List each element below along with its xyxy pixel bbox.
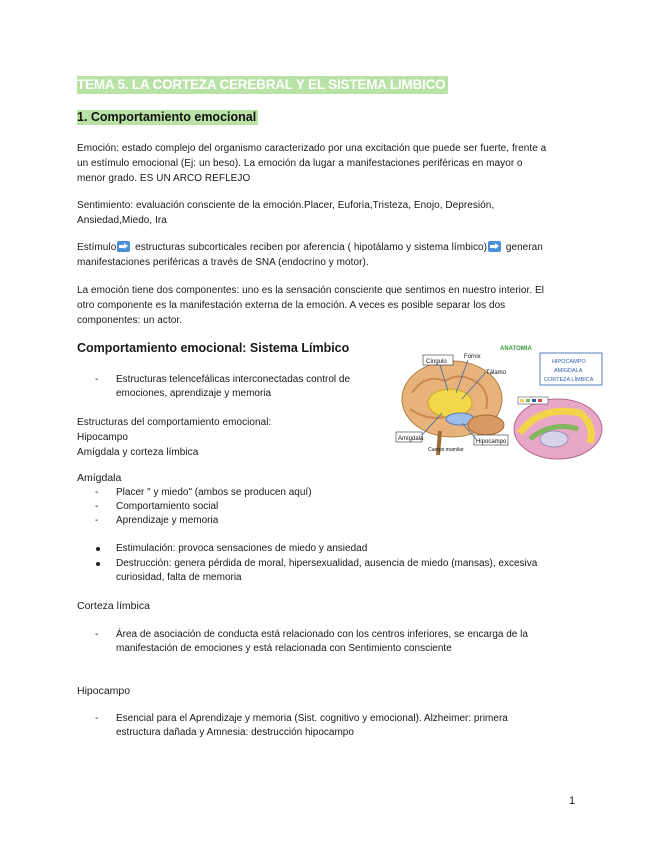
figure-label-cuerpo: Cuerpo mamilar <box>428 447 464 453</box>
figure-label-amigdala: Amígdala <box>398 436 424 442</box>
legend-swatch <box>526 399 530 402</box>
section-heading-sistema-limbico: Comportamiento emocional: Sistema Límbico <box>77 341 350 355</box>
paragraph-estimulo <box>77 240 582 270</box>
bullet-dot <box>96 562 100 566</box>
emocion-line-1: Emoción: estado complejo del organismo caracterizado por una excitación que puede ser fuerte, frente a <box>77 143 547 154</box>
estimulo-text-a: Estímulo <box>77 242 117 253</box>
sentimiento-line-2: Ansiedad,Miedo, Ira <box>77 215 167 226</box>
bullet-dash: - <box>95 629 99 640</box>
bullet1-line-2: emociones, aprendizaje y memoria <box>116 388 272 399</box>
hipocampo-line-2: estructura dañada y Amnesia: destrucción hipocampo <box>116 727 354 738</box>
estructuras-heading: Estructuras del comportamiento emocional: <box>77 417 272 428</box>
list-item-hipocampo <box>116 712 586 740</box>
bullet-dash: - <box>95 374 99 385</box>
list-item-estructuras <box>116 373 376 401</box>
arrow-right-icon <box>488 241 501 252</box>
estructura-hipocampo: Hipocampo <box>77 432 129 443</box>
figure-legend-line-3: CORTEZA LÍMBICA <box>544 377 594 383</box>
heading-hipocampo: Hipocampo <box>77 685 131 697</box>
page-number: 1 <box>569 795 576 807</box>
section-heading-comportamiento: 1. Comportamiento emocional <box>77 110 257 124</box>
componentes-line-2: otro componente es la manifestación externa de la emoción. A veces es posible separar los dos <box>77 300 506 311</box>
componentes-line-3: componentes: un actor. <box>77 315 183 326</box>
paragraph-estructuras <box>77 415 377 460</box>
bullet-dash: - <box>95 515 99 526</box>
paragraph-componentes <box>77 283 582 328</box>
bullet-dash: - <box>95 713 99 724</box>
figure-header: ANATOMIA <box>500 346 532 352</box>
estimulo-line-2: manifestaciones periféricas a través de SNA (endocrino y motor). <box>77 257 369 268</box>
corteza-line-1: Área de asociación de conducta está relacionado con los centros inferiores, se encarga de la <box>116 629 528 640</box>
list-item-amigdala-2: Comportamiento social <box>116 501 219 512</box>
cerebellum-shape <box>468 415 504 435</box>
list-item-amigdala-3: Aprendizaje y memoria <box>116 515 219 526</box>
destruccion-line-2: curiosidad, falta de memoria <box>116 572 242 583</box>
figure-legend-line-1: HIPOCAMPO <box>552 359 586 365</box>
sentimiento-line-1: Sentimiento: evaluación consciente de la emoción.Placer, Euforia,Tristeza, Enojo, Depresión, <box>77 200 495 211</box>
estimulo-text-b: estructuras subcorticales reciben por aferencia ( hipotálamo y sistema límbico) <box>132 242 488 253</box>
paragraph-sentimiento <box>77 198 582 228</box>
destruccion-line-1: Destrucción: genera pérdida de moral, hipersexualidad, ausencia de miedo (mansas), excesiva <box>116 558 538 569</box>
componentes-line-1: La emoción tiene dos componentes: uno es la sensación consciente que sentimos en nuestro interior. El <box>77 285 544 296</box>
brain-right-inner <box>540 431 568 447</box>
corteza-line-2: manifestación de emociones y está relacionada con Sentimiento consciente <box>116 643 452 654</box>
legend-swatch <box>520 399 524 402</box>
bullet1-line-1: Estructuras telencefálicas interconectadas control de <box>116 374 351 385</box>
bullet-dot <box>96 547 100 551</box>
bullet-dash: - <box>95 501 99 512</box>
figure-label-hipocampo: Hipocampo <box>476 439 507 445</box>
heading-corteza-limbica: Corteza límbica <box>77 600 150 612</box>
list-item-estimulacion: Estimulación: provoca sensaciones de miedo y ansiedad <box>116 543 368 554</box>
estimulo-text-c: generan <box>503 242 543 253</box>
figure-label-talamo: Tálamo <box>486 370 507 376</box>
bullet-dash: - <box>95 487 99 498</box>
figure-label-fornix: Fórnix <box>464 354 481 360</box>
figure-label-cingulo: Cíngulo <box>426 359 447 365</box>
limbic-structure-shape <box>428 389 472 417</box>
legend-swatch <box>532 399 536 402</box>
legend-swatch <box>538 399 542 402</box>
brain-diagram <box>390 343 607 465</box>
list-item-corteza <box>116 628 586 656</box>
emocion-line-3: menor grado. ES UN ARCO REFLEJO <box>77 173 251 184</box>
brain-anatomy-figure <box>390 343 607 465</box>
heading-amigdala: Amígdala <box>77 472 122 484</box>
estructura-amigdala: Amígdala y corteza límbica <box>77 447 199 458</box>
emocion-line-2: un estímulo emocional (Ej: un beso). La emoción da lugar a manifestaciones periféricas en mayor o <box>77 158 523 169</box>
list-item-destruccion <box>116 557 586 585</box>
figure-legend-line-2: AMIGDALA <box>554 368 583 374</box>
page-title: TEMA 5. LA CORTEZA CEREBRAL Y EL SISTEMA LIMBICO <box>77 76 448 94</box>
hipocampo-line-1: Esencial para el Aprendizaje y memoria (Sist. cognitivo y emocional). Alzheimer: primera <box>116 713 508 724</box>
list-item-amigdala-1: Placer " y miedo" (ambos se producen aquí) <box>116 487 312 498</box>
arrow-right-icon <box>117 241 130 252</box>
paragraph-emocion <box>77 141 582 186</box>
